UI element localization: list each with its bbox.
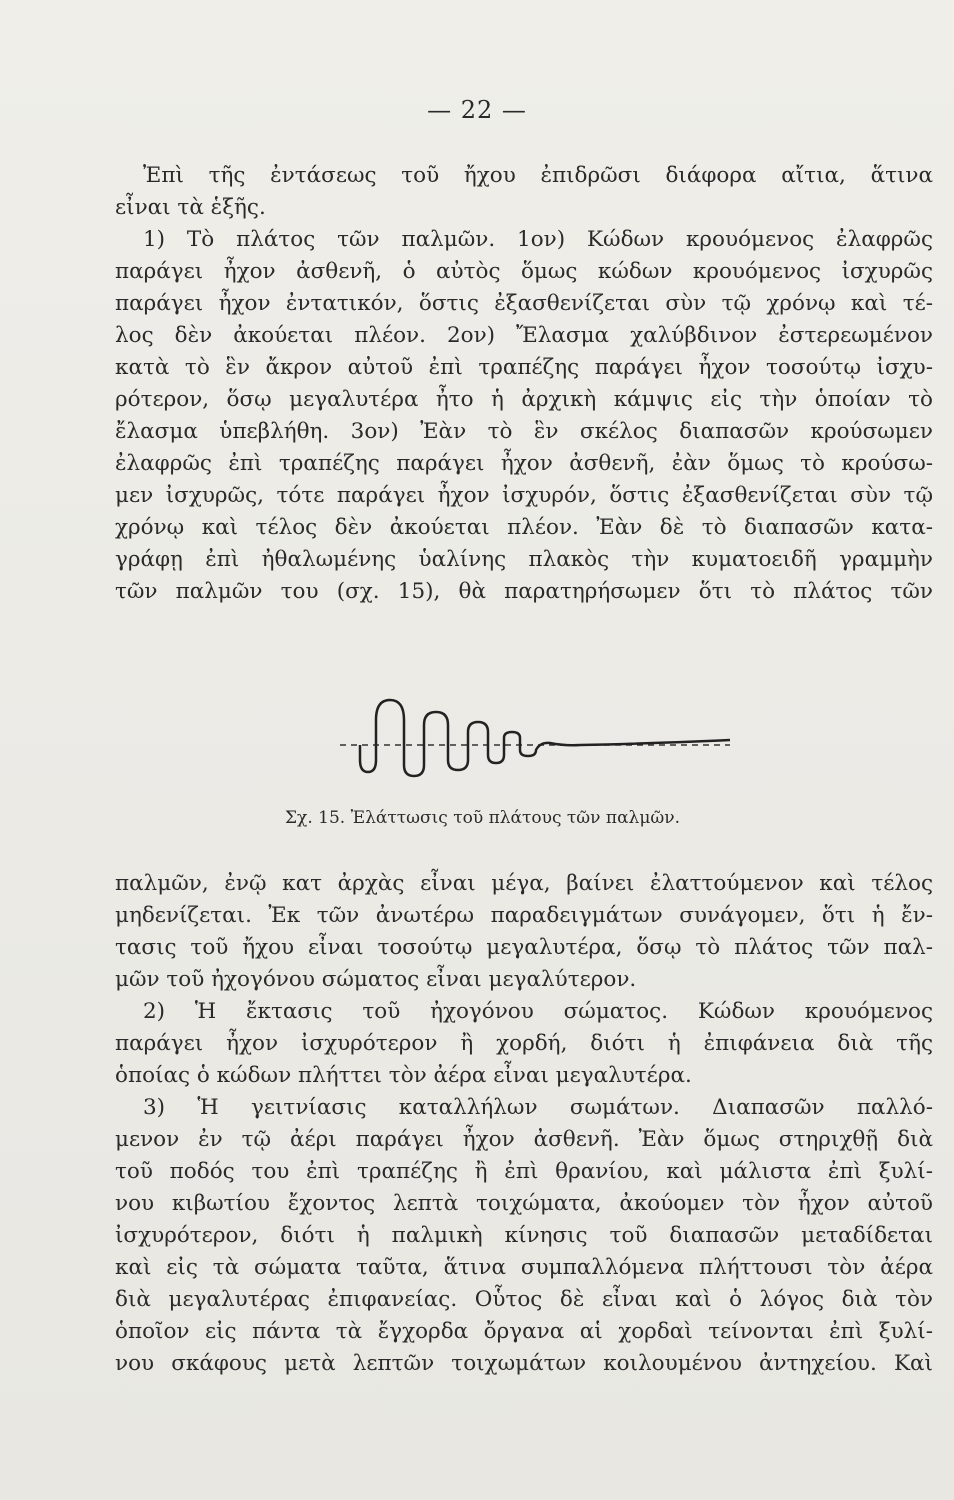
- text-line: Ἐπὶ τῆς ἐντάσεως τοῦ ἤχου ἐπιδρῶσι διάφορα αἴτια, ἅτινα: [143, 163, 933, 188]
- text-line: ἔλασμα ὑπεβλήθη. 3ον) Ἐὰν τὸ ἓν σκέλος διαπασῶν κρούσωμεν: [115, 419, 933, 444]
- text-line-heading-1: 1) Τὸ πλάτος τῶν παλμῶν. 1ον) Κώδων κρουόμενος ἐλαφρῶς: [143, 227, 933, 252]
- text-line: παλμῶν, ἐνῷ κατ ἀρχὰς εἶναι μέγα, βαίνει ἐλαττούμενον καὶ τέλος: [115, 871, 933, 896]
- text-block-lower: [115, 868, 933, 1380]
- text-line: ἰσχυρότερον, διότι ἡ παλμικὴ κίνησις τοῦ διαπασῶν μεταδίδεται: [115, 1223, 933, 1248]
- damped-wave-diagram: [320, 690, 770, 810]
- text-line: παράγει ἦχον ἀσθενῆ, ὁ αὐτὸς ὅμως κώδων κρουόμενος ἰσχυρῶς: [115, 259, 933, 284]
- text-line: χρόνῳ καὶ τέλος δὲν ἀκούεται πλέον. Ἐὰν δὲ τὸ διαπασῶν κατα-: [115, 515, 933, 540]
- text-line: ὁποῖον εἰς πάντα τὰ ἔγχορδα ὄργανα αἱ χορδαὶ τείνονται ἐπὶ ξυλί-: [115, 1319, 933, 1344]
- text-line: καὶ εἰς τὰ σώματα ταῦτα, ἅτινα συμπαλλόμενα πλήττουσι τὸν ἀέρα: [115, 1255, 933, 1280]
- text-line-heading-3: 3) Ἡ γειτνίασις καταλλήλων σωμάτων. Διαπασῶν παλλό-: [143, 1095, 933, 1120]
- page-number: — 22 —: [427, 96, 527, 124]
- text-line-heading-2: 2) Ἡ ἔκτασις τοῦ ἠχογόνου σώματος. Κώδων κρουόμενος: [143, 999, 933, 1024]
- text-line: μεν ἰσχυρῶς, τότε παράγει ἦχον ἰσχυρόν, ὅστις ἐξασθενίζεται σὺν τῷ: [115, 483, 933, 508]
- text-line: ρότερον, ὅσῳ μεγαλυτέρα ἦτο ἡ ἀρχικὴ κάμψις εἰς τὴν ὁποίαν τὸ: [115, 387, 933, 412]
- text-line: νου κιβωτίου ἔχοντος λεπτὰ τοιχώματα, ἀκούομεν τὸν ἦχον αὐτοῦ: [115, 1191, 933, 1216]
- text-line: ἐλαφρῶς ἐπὶ τραπέζης παράγει ἦχον ἀσθενῆ, ἐὰν ὅμως τὸ κρούσω-: [115, 451, 933, 476]
- text-line: εἶναι τὰ ἑξῆς.: [115, 195, 266, 220]
- figure-caption: Σχ. 15. Ἐλάττωσις τοῦ πλάτους τῶν παλμῶν.: [285, 808, 680, 828]
- text-block-upper: [115, 160, 933, 608]
- wave-curve: [360, 700, 730, 776]
- text-line: κατὰ τὸ ἓν ἄκρον αὐτοῦ ἐπὶ τραπέζης παράγει ἦχον τοσούτῳ ἰσχυ-: [115, 355, 933, 380]
- text-line: παράγει ἦχον ἐντατικόν, ὅστις ἐξασθενίζεται σὺν τῷ χρόνῳ καὶ τέ-: [115, 291, 933, 316]
- text-line: γράφῃ ἐπὶ ἠθαλωμένης ὑαλίνης πλακὸς τὴν κυματοειδῆ γραμμὴν: [115, 547, 933, 572]
- text-line: μενον ἐν τῷ ἀέρι παράγει ἦχον ἀσθενῆ. Ἐὰν ὅμως στηριχθῇ διὰ: [115, 1127, 933, 1152]
- text-line: μηδενίζεται. Ἐκ τῶν ἀνωτέρω παραδειγμάτων συνάγομεν, ὅτι ἡ ἔν-: [115, 903, 933, 928]
- text-line: νου σκάφους μετὰ λεπτῶν τοιχωμάτων κοιλουμένου ἀντηχείου. Καὶ: [115, 1351, 933, 1376]
- text-line: τασις τοῦ ἤχου εἶναι τοσούτῳ μεγαλυτέρα, ὅσῳ τὸ πλάτος τῶν παλ-: [115, 935, 933, 960]
- text-line: τῶν παλμῶν του (σχ. 15), θὰ παρατηρήσωμεν ὅτι τὸ πλάτος τῶν: [115, 579, 933, 604]
- text-line: παράγει ἦχον ἰσχυρότερον ἢ χορδή, διότι ἡ ἐπιφάνεια διὰ τῆς: [115, 1031, 933, 1056]
- text-line: λος δὲν ἀκούεται πλέον. 2ον) Ἔλασμα χαλύβδινον ἐστερεωμένον: [115, 323, 933, 348]
- text-line: διὰ μεγαλυτέρας ἐπιφανείας. Οὗτος δὲ εἶναι καὶ ὁ λόγος διὰ τὸν: [115, 1287, 933, 1312]
- text-line: μῶν τοῦ ἠχογόνου σώματος εἶναι μεγαλύτερον.: [115, 967, 637, 992]
- text-line: τοῦ ποδός του ἐπὶ τραπέζης ἢ ἐπὶ θρανίου, καὶ μάλιστα ἐπὶ ξυλί-: [115, 1159, 933, 1184]
- text-line: ὁποίας ὁ κώδων πλήττει τὸν ἀέρα εἶναι μεγαλυτέρα.: [115, 1063, 692, 1088]
